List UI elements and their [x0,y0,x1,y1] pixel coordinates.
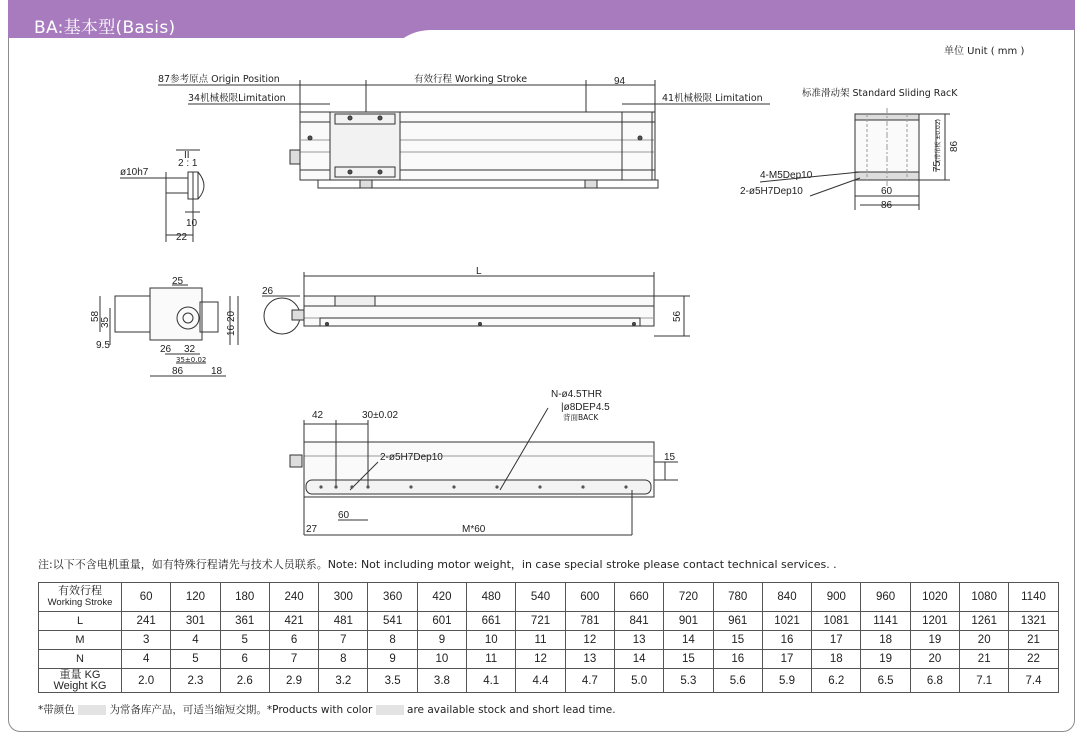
table-cell: 601 [417,612,466,631]
table-cell: 1201 [910,612,959,631]
table-row-stroke [39,583,1059,612]
footnote-part2: 为常备库产品，可适当缩短交期。*Products with color [109,704,373,716]
stroke-cell: 60 [122,583,171,612]
page-title: BA:基本型(Basis) [34,18,176,38]
table-cell: 1081 [812,612,861,631]
weight-cell: 3.5 [368,669,417,693]
table-row-N [39,650,1059,669]
table-cell: 7 [319,631,368,650]
table-row-L [39,612,1059,631]
label-limit-34: 34机械极限Limitation [188,93,286,104]
unit-label: 单位 Unit ( mm ) [944,46,1025,57]
label-dim-18: 18 [211,366,223,377]
weight-cell: 2.0 [122,669,171,693]
weight-header [39,669,122,693]
table-cell: 20 [910,650,959,669]
stroke-cell: 480 [467,583,516,612]
table-cell: 15 [713,631,762,650]
stroke-cell: 1080 [960,583,1009,612]
table-cell: 19 [910,631,959,650]
table-cell: 421 [269,612,318,631]
label-dim-16: 16 [226,324,237,336]
table-cell: 781 [565,612,614,631]
table-cell: 19 [861,650,910,669]
weight-cell: 5.0 [614,669,663,693]
table-cell: 481 [319,612,368,631]
table-cell: 3 [122,631,171,650]
stroke-cell: 780 [713,583,762,612]
table-cell: 11 [516,631,565,650]
label-dim-25: 25 [172,276,184,287]
table-cell: 18 [812,650,861,669]
table-cell: 301 [171,612,220,631]
side-view [262,272,690,336]
table-cell: 20 [960,631,1009,650]
table-cell: 661 [467,612,516,631]
label-dim-94: 94 [614,76,626,87]
table-cell: 12 [516,650,565,669]
label-dim-L: L [476,266,482,277]
table-cell: 15 [664,650,713,669]
table-cell: 8 [368,631,417,650]
label-dim-75: 75 [932,160,943,172]
weight-cell: 6.5 [861,669,910,693]
stroke-cell: 360 [368,583,417,612]
stroke-cell: 240 [269,583,318,612]
footnote-part1: *带颜色 [38,704,75,716]
table-cell: 6 [269,631,318,650]
table-cell: 1021 [762,612,811,631]
table-cell: 10 [417,650,466,669]
stroke-cell: 600 [565,583,614,612]
table-cell: 4 [122,650,171,669]
label-limit-41: 41机械极限 Limitation [662,93,763,104]
weight-cell: 2.6 [220,669,269,693]
table-cell: 541 [368,612,417,631]
label-pin-bottom: 2-ø5H7Dep10 [380,452,443,463]
weight-cell: 3.2 [319,669,368,693]
weight-cell: 2.3 [171,669,220,693]
table-cell: 4 [171,631,220,650]
stroke-cell: 720 [664,583,713,612]
label-dim-35: 35 [100,316,111,328]
label-dim-26: 26 [262,286,274,297]
table-cell: 16 [762,631,811,650]
weight-cell: 6.8 [910,669,959,693]
label-dim-27: 27 [306,524,318,535]
table-cell: 13 [614,631,663,650]
label-dim-56: 56 [672,310,683,322]
table-cell: 7 [269,650,318,669]
table-row-weight [39,669,1059,693]
table-cell: 10 [467,631,516,650]
table-cell: 841 [614,612,663,631]
label-dim-42: 42 [312,410,324,421]
spec-table [38,582,1059,693]
label-back: 背面BACK [563,413,599,422]
end-view [100,285,238,376]
table-cell: 21 [960,650,1009,669]
label-dim-86v: 86 [949,140,960,152]
label-dim-20: 20 [226,310,237,322]
label-dim-60b: 60 [338,510,350,521]
stroke-cell: 300 [319,583,368,612]
label-dim-86: 86 [881,200,893,211]
weight-cell: 4.1 [467,669,516,693]
weight-cell: 5.3 [664,669,713,693]
row-label: N [39,650,122,669]
stroke-cell: 960 [861,583,910,612]
footnote-part3: are available stock and short lead time. [407,704,616,716]
table-cell: 9 [368,650,417,669]
label-dim-86b: 86 [172,366,184,377]
footnote [38,702,616,717]
table-cell: 5 [171,650,220,669]
table-cell: 1141 [861,612,910,631]
table-cell: 8 [319,650,368,669]
label-counterbore: |ø8DEP4.5 [561,402,610,413]
stroke-cell: 660 [614,583,663,612]
weight-cell: 7.1 [960,669,1009,693]
table-cell: 13 [565,650,614,669]
stroke-header-en: Working Stroke [47,597,113,608]
table-cell: 22 [1009,650,1058,669]
table-cell: 961 [713,612,762,631]
note-text: 注:以下不含电机重量，如有特殊行程请先与技术人员联系。Note: Not including motor weight，in case special stroke please contact technical services. . [38,558,837,571]
table-cell: 17 [812,631,861,650]
stroke-cell: 420 [417,583,466,612]
table-cell: 16 [713,650,762,669]
stroke-cell: 540 [516,583,565,612]
weight-header-cn: 重量 KG [59,668,101,681]
weight-cell: 6.2 [812,669,861,693]
stroke-cell: 180 [220,583,269,612]
stroke-cell: 1020 [910,583,959,612]
label-dim-30: 30±0.02 [362,410,399,421]
table-cell: 1261 [960,612,1009,631]
label-dim-15: 15 [664,452,676,463]
table-cell: 11 [467,650,516,669]
table-cell: 14 [664,631,713,650]
label-ratio: 2 : 1 [178,158,198,169]
label-dim-10: 10 [186,218,198,229]
label-m5: 4-M5Dep10 [760,170,813,181]
table-cell: 241 [122,612,171,631]
stroke-header [39,583,122,612]
color-swatch [78,705,106,715]
table-cell: 901 [664,612,713,631]
stroke-header-cn: 有效行程 [58,585,102,597]
table-cell: 12 [565,631,614,650]
table-cell: 1321 [1009,612,1058,631]
table-cell: 721 [516,612,565,631]
weight-cell: 7.4 [1009,669,1058,693]
label-dim-95: 9.5 [96,340,110,351]
label-dim-32: 32 [184,344,196,355]
weight-cell: 5.6 [713,669,762,693]
label-dim-26b: 26 [160,344,172,355]
label-dim-35tol: 35±0.02 [176,356,207,364]
table-cell: 17 [762,650,811,669]
label-shaft-dia: ø10h7 [120,167,149,178]
table-row-M [39,631,1059,650]
label-dim-m60: M*60 [462,524,486,535]
table-cell: 21 [1009,631,1058,650]
label-dim-60: 60 [881,186,893,197]
label-sliding-rack: 标准滑动架 Standard Sliding RacK [802,88,958,99]
table-cell: 6 [220,650,269,669]
stroke-cell: 900 [812,583,861,612]
weight-cell: 3.8 [417,669,466,693]
label-ratio-ii: II [184,150,190,161]
row-label: L [39,612,122,631]
weight-cell: 2.9 [269,669,318,693]
table-cell: 18 [861,631,910,650]
table-cell: 361 [220,612,269,631]
label-dim-22: 22 [176,232,188,243]
weight-cell: 4.7 [565,669,614,693]
weight-header-en: Weight KG [53,679,107,692]
color-swatch-2 [376,705,404,715]
weight-cell: 4.4 [516,669,565,693]
table-cell: 14 [614,650,663,669]
weight-cell: 5.9 [762,669,811,693]
label-pin: 2-ø5H7Dep10 [740,186,803,197]
label-working-stroke: 有效行程 Working Stroke [414,74,528,85]
label-dim-58: 58 [90,310,101,322]
row-label: M [39,631,122,650]
stroke-cell: 840 [762,583,811,612]
table-cell: 5 [220,631,269,650]
table-cell: 9 [417,631,466,650]
label-thread: N-ø4.5THR [551,389,603,400]
stroke-cell: 1140 [1009,583,1058,612]
label-origin-position: 87参考原点 Origin Position [158,74,280,85]
stroke-cell: 120 [171,583,220,612]
label-dim-75-note: (带吊板 ±0.02) [935,119,942,162]
